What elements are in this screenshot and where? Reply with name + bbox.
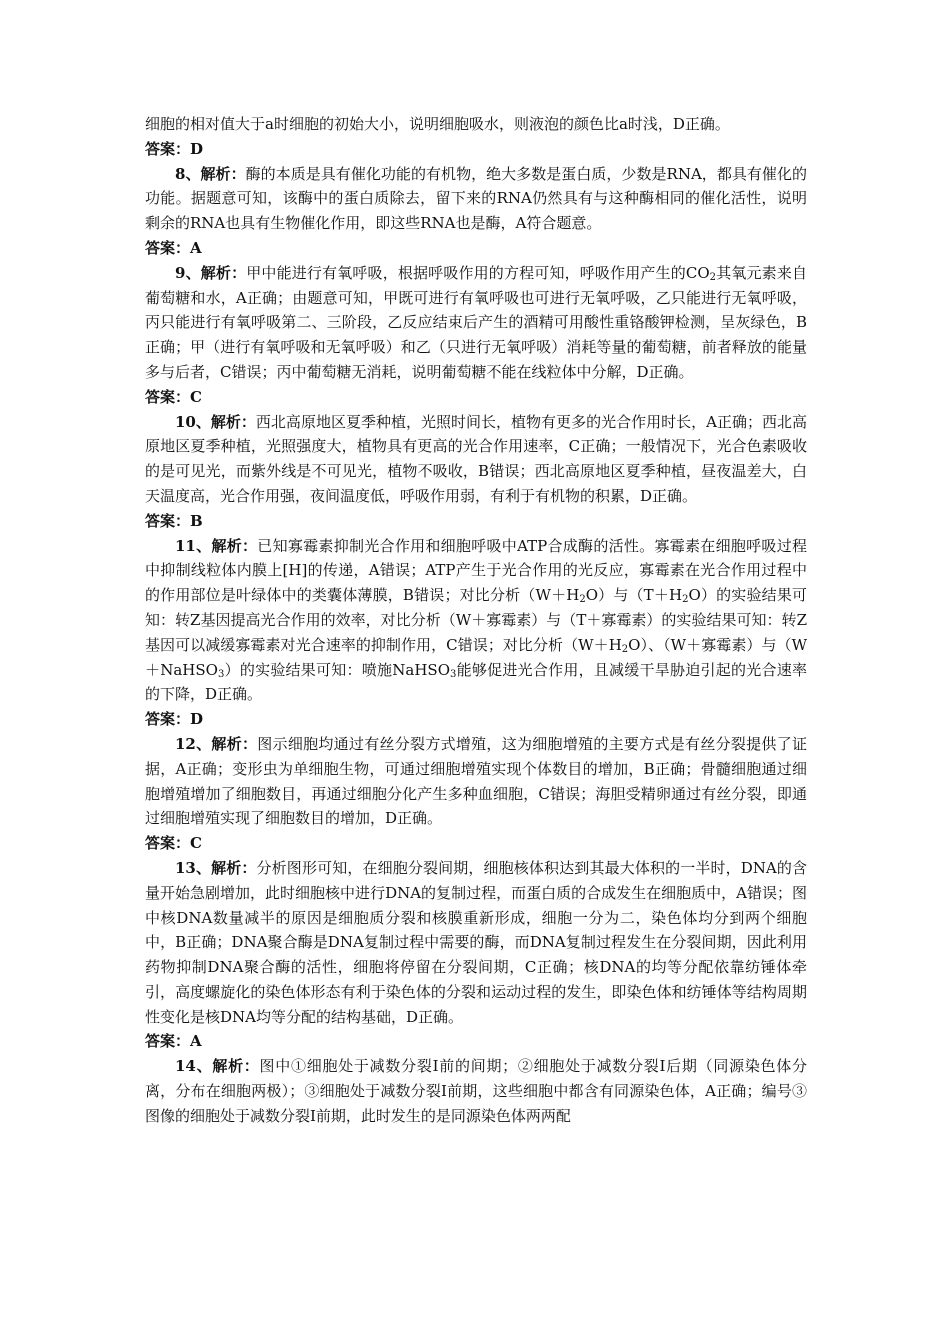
item-10-lead: 10、解析： [175, 412, 256, 431]
item-11-subscript-4: 3 [217, 668, 225, 680]
item-14-lead: 14、解析： [175, 1057, 260, 1076]
item-9-body-a: 甲中能进行有氧呼吸，根据呼吸作用的方程可知，呼吸作用产生的CO [246, 263, 710, 282]
item-11-body-e: ）的实验结果可知：喷施NaHSO [224, 660, 450, 679]
item-13-lead: 13、解析： [175, 858, 257, 877]
item-10-answer: 答案：B [145, 511, 203, 530]
item-11-subscript-3: 2 [621, 643, 629, 655]
item-8-answer: 答案：A [145, 238, 202, 257]
item-10-explanation [145, 410, 807, 509]
intro-answer: 答案：D [145, 139, 204, 158]
item-11-subscript-5: 3 [450, 668, 457, 680]
item-12-lead: 12、解析： [175, 734, 258, 753]
item-11-lead: 11、解析： [175, 536, 258, 555]
intro-paragraph [145, 112, 807, 137]
item-11-subscript-1: 2 [579, 594, 586, 606]
item-8-lead: 8、解析： [175, 164, 246, 183]
item-10-body: 西北高原地区夏季种植，光照时间长，植物有更多的光合作用时长，A正确；西北高原地区夏季种植，光照强度大，植物具有更高的光合作用速率，C正确；一般情况下，光合色素吸收的是可见光，而紫外线是不可见光，植物不吸收，B错误；西北高原地区夏季种植，昼夜温差大，白天温度高，光合作用强，夜间温度低，呼吸作用弱，有利于有机物的积累，D正确。 [145, 412, 808, 505]
intro-text: 细胞的相对值大于a时细胞的初始大小，说明细胞吸水，则液泡的颜色比a时浅，D正确。 [145, 115, 730, 133]
item-13-body: 分析图形可知，在细胞分裂间期，细胞核体积达到其最大体积的一半时，DNA的含量开始急剧增加，此时细胞核中进行DNA的复制过程，而蛋白质的合成发生在细胞质中，A错误；图中核DNA数量减半的原因是细胞质分裂和核膜重新形成，细胞一分为二，染色体均分到两个细胞中，B正确；DNA聚合酶是DNA复制过程中需要的酶，而DNA复制过程发生在分裂间期，因此利用药物抑制DNA聚合酶的活性，细胞将停留在分裂间期，C正确；核DNA的均等分配依靠纺锤体牵引，高度螺旋化的染色体形态有利于染色体的分裂和运动过程的发生，即染色体和纺锤体等结构周期性变化是核DNA均等分配的结构基础，D正确。 [145, 858, 808, 1026]
item-13-explanation [145, 856, 807, 1030]
item-9-explanation [145, 261, 807, 385]
item-14-explanation [145, 1054, 807, 1128]
item-8-explanation [145, 162, 807, 236]
item-11-body-d: O）、（W＋寡霉素）与（W＋NaHSO [145, 635, 807, 679]
item-12-body: 图示细胞均通过有丝分裂方式增殖，这为细胞增殖的主要方式是有丝分裂提供了证据，A正确；变形虫为单细胞生物，可通过细胞增殖实现个体数目的增加，B正确；骨髓细胞通过细胞增殖增加了细胞数目，再通过细胞分化产生多种血细胞，C错误；海胆受精卵通过有丝分裂，即通过细胞增殖实现了细胞数目的增加，D正确。 [145, 734, 807, 828]
item-11-subscript-2: 2 [682, 594, 689, 606]
item-11-body-a: 已知寡霉素抑制光合作用和细胞呼吸中ATP合成酶的活性。寡霉素在细胞呼吸过程中抑制线粒体内膜上[H]的传递，A错误；ATP产生于光合作用的光反应，寡霉素在光合作用过程中的作用部位是叶绿体中的类囊体薄膜，B错误；对比分析（W＋H [145, 536, 808, 605]
item-11-answer: 答案：D [145, 710, 204, 729]
item-14-body: 图中①细胞处于减数分裂Ⅰ前的间期；②细胞处于减数分裂Ⅰ后期（同源染色体分离，分布在细胞两极）；③细胞处于减数分裂Ⅰ前期，这些细胞中都含有同源染色体，A正确；编号③图像的细胞处于减数分裂Ⅰ前期，此时发生的是同源染色体两两配 [145, 1057, 808, 1125]
item-11-body-c: O）的实验结果可知：转Z基因提高光合作用的效率，对比分析（W＋寡霉素）与（T＋寡霉素）的实验结果可知：转Z基因可以减缓寡霉素对光合速率的抑制作用，C错误；对比分析（W＋H [145, 586, 807, 654]
item-12-explanation [145, 732, 807, 831]
item-12-answer: 答案：C [145, 834, 202, 853]
item-9-answer: 答案：C [145, 387, 202, 406]
item-13-answer: 答案：A [145, 1032, 202, 1051]
item-11-body-f: 能够促进光合作用，且减缓干旱胁迫引起的光合速率的下降，D正确。 [145, 660, 807, 704]
item-8-body: 酶的本质是具有催化功能的有机物，绝大多数是蛋白质，少数是RNA，都具有催化的功能。据题意可知，该酶中的蛋白质除去，留下来的RNA仍然具有与这种酶相同的催化活性，说明剩余的RNA也具有生物催化作用，即这些RNA也是酶，A符合题意。 [145, 164, 807, 233]
item-9-lead: 9、解析： [175, 263, 247, 282]
answer-key-document [145, 112, 807, 1129]
item-9-subscript: 2 [709, 271, 717, 283]
item-9-body-b: 其氧元素来自葡萄糖和水，A正确；由题意可知，甲既可进行有氧呼吸也可进行无氧呼吸，乙只能进行无氧呼吸，丙只能进行有氧呼吸第二、三阶段，乙反应结束后产生的酒精可用酸性重铬酸钾检测，呈灰绿色，B正确；甲（进行有氧呼吸和无氧呼吸）和乙（只进行无氧呼吸）消耗等量的葡萄糖，前者释放的能量多与后者，C错误；丙中葡萄糖无消耗，说明葡萄糖不能在线粒体中分解，D正确。 [145, 263, 808, 381]
item-11-body-b: O）与（T＋H [585, 586, 683, 605]
item-11-explanation [145, 534, 807, 708]
